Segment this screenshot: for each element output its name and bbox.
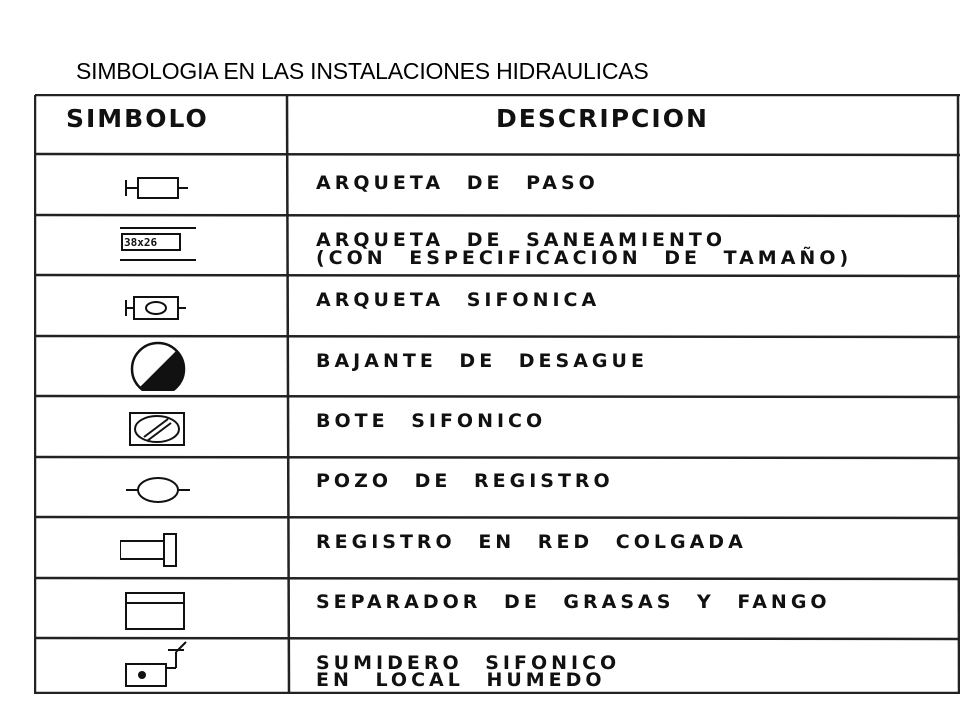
bote-sifonico-icon: [120, 401, 196, 451]
size-label: 38x26: [124, 236, 158, 249]
header-descripcion: DESCRIPCION: [496, 104, 709, 133]
page-title: SIMBOLOGIA EN LAS INSTALACIONES HIDRAULICAS: [76, 58, 649, 84]
arqueta-de-paso-icon: [120, 160, 196, 210]
separador-de-grasas-icon: [120, 583, 196, 633]
row-6-description: POZO DE REGISTRO: [316, 470, 614, 492]
row-1-description: ARQUETA DE PASO: [316, 172, 599, 194]
header-simbolo: SIMBOLO: [66, 104, 209, 133]
arqueta-de-saneamiento-icon: [120, 220, 196, 270]
row-3-description: ARQUETA SIFONICA: [316, 289, 601, 311]
arqueta-sifonica-icon: [120, 280, 196, 330]
registro-en-red-colgada-icon: [120, 522, 196, 572]
row-7-description: REGISTRO EN RED COLGADA: [316, 531, 747, 553]
sumidero-sifonico-icon: [120, 640, 196, 692]
row-9-description-line2: EN LOCAL HUMEDO: [316, 669, 606, 691]
row-4-description: BAJANTE DE DESAGUE: [316, 350, 648, 372]
row-5-description: BOTE SIFONICO: [316, 410, 547, 432]
pozo-de-registro-icon: [120, 462, 196, 512]
row-2-description: ARQUETA DE SANEAMIENTO: [316, 229, 727, 251]
symbol-legend-table: [34, 94, 960, 694]
bajante-de-desague-icon: [120, 341, 196, 391]
row-2-description-line2: (CON ESPECIFICACION DE TAMAÑO): [316, 247, 853, 269]
row-8-description: SEPARADOR DE GRASAS Y FANGO: [316, 591, 831, 613]
row-9-description: SUMIDERO SIFONICO: [316, 652, 621, 674]
